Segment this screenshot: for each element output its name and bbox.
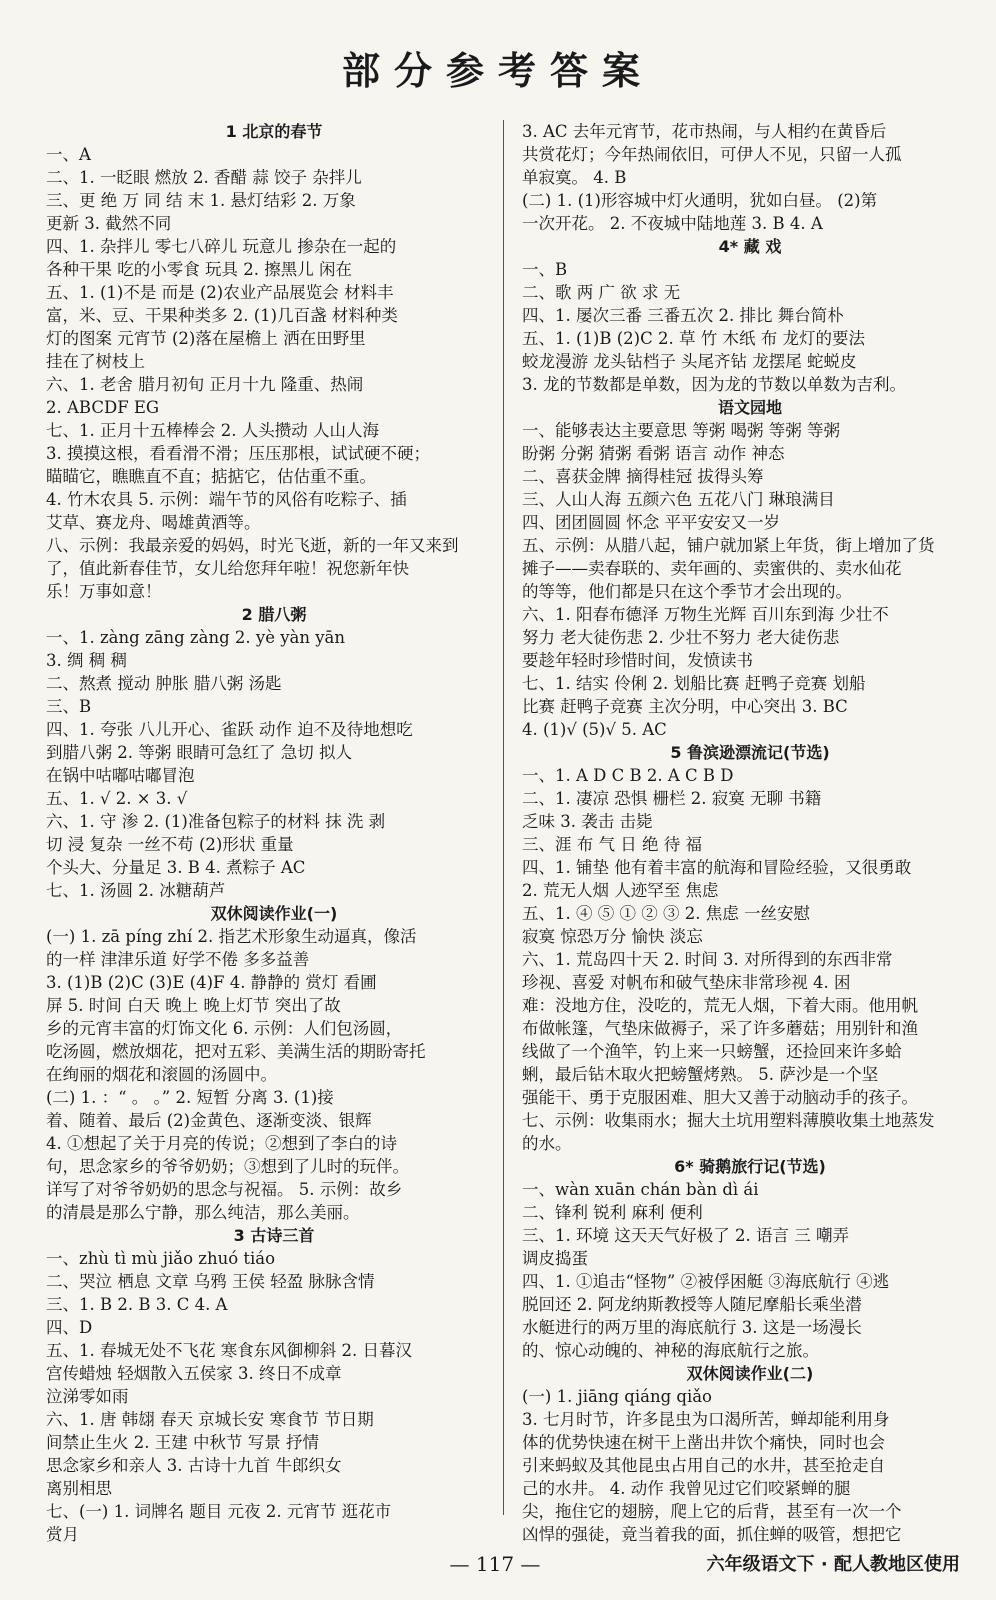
answer-line: 五、1. 春城无处不飞花 寒食东风御柳斜 2. 日暮汉 bbox=[46, 1341, 412, 1360]
answer-line: 蛟龙漫游 龙头钻档子 头尾齐钻 龙摆尾 蛇蜕皮 bbox=[522, 352, 857, 371]
answer-line: 二、歌 两 广 欲 求 无 bbox=[522, 283, 681, 302]
answer-line: 乏味 3. 袭击 击毙 bbox=[522, 812, 653, 831]
answer-line: 的清晨是那么宁静，那么纯洁，那么美丽。 bbox=[46, 1203, 360, 1222]
answer-line: 切 浸 复杂 一丝不苟 (2)形状 重量 bbox=[46, 835, 294, 854]
answer-line: 六、1. 唐 韩翃 春天 京城长安 寒食节 节日期 bbox=[46, 1410, 374, 1429]
answer-line: 二、哭泣 栖息 文章 乌鸦 王侯 轻盈 脉脉含情 bbox=[46, 1272, 375, 1291]
answer-line: 四、1. 屡次三番 三番五次 2. 排比 舞台简朴 bbox=[522, 306, 844, 325]
answer-line: 句，思念家乡的爷爷奶奶；③想到了儿时的玩伴。 bbox=[46, 1157, 409, 1176]
answer-line: 五、1. ④ ⑤ ① ② ③ 2. 焦虑 一丝安慰 bbox=[522, 904, 810, 923]
answer-line: 五、1. (1)B (2)C 2. 草 竹 木纸 布 龙灯的要法 bbox=[522, 329, 865, 348]
answer-line: 一、B bbox=[522, 260, 568, 279]
answer-line: 凶悍的强徒，竟当着我的面，抓住蝉的吸管，想把它 bbox=[522, 1525, 902, 1544]
footer-note: 六年级语文下 · 配人教地区使用 bbox=[706, 1554, 960, 1575]
answer-line: 三、涯 布 气 日 绝 待 福 bbox=[522, 835, 702, 854]
answer-line: 二、喜获金牌 摘得桂冠 拔得头筹 bbox=[522, 467, 764, 486]
answer-line: 四、1. 杂拌儿 零七八碎儿 玩意儿 掺杂在一起的 bbox=[46, 237, 397, 256]
answer-line: 蜊，最后钻木取火把螃蟹烤熟。 5. 萨沙是一个坚 bbox=[522, 1065, 879, 1084]
answer-line: 到腊八粥 2. 等粥 眼睛可急红了 急切 拟人 bbox=[46, 743, 352, 762]
answer-line: 七、1. 结实 伶俐 2. 划船比赛 赶鸭子竞赛 划船 bbox=[522, 674, 866, 693]
answer-line: 七、示例：收集雨水；掘大土坑用塑料薄膜收集土地蒸发 bbox=[522, 1111, 935, 1130]
answer-line: 3. AC 去年元宵节，花市热闹，与人相约在黄昏后 bbox=[522, 122, 887, 141]
answer-line: 的水。 bbox=[522, 1134, 572, 1153]
answer-line: 强能干、勇于克服困难、胆大又善于动脑动手的孩子。 bbox=[522, 1088, 918, 1107]
answer-line: 四、1. ①追击“怪物” ②被俘困艇 ③海底航行 ④逃 bbox=[522, 1272, 890, 1291]
answer-line: 七、(一) 1. 词牌名 题目 元夜 2. 元宵节 逛花市 bbox=[46, 1502, 392, 1521]
answer-line: 四、D bbox=[46, 1318, 93, 1337]
answer-line: 3. (1)B (2)C (3)E (4)F 4. 静静的 赏灯 看圃 bbox=[46, 973, 377, 992]
answer-line: 更新 3. 截然不同 bbox=[46, 214, 172, 233]
answer-line: 五、1. √ 2. × 3. √ bbox=[46, 789, 188, 808]
answer-line: 乡的元宵丰富的灯饰文化 6. 示例：人们包汤圆， bbox=[46, 1019, 403, 1038]
answer-line: 灯的图案 元宵节 (2)落在屋檐上 洒在田野里 bbox=[46, 329, 366, 348]
answer-line: 二、熬煮 搅动 肿胀 腊八粥 汤匙 bbox=[46, 674, 282, 693]
answer-line: 七、1. 汤圆 2. 冰糖葫芦 bbox=[46, 881, 226, 900]
answer-line: 一、1. zàng zāng zàng 2. yè yàn yān bbox=[46, 628, 346, 647]
answer-line: 三、人山人海 五颜六色 五花八门 琳琅满目 bbox=[522, 490, 835, 509]
answer-line: 的等等，他们都是只在这个季节才会出现的。 bbox=[522, 582, 852, 601]
answer-line: 4. ①想起了关于月亮的传说；②想到了李白的诗 bbox=[46, 1134, 397, 1153]
answer-line: (一) 1. zā píng zhí 2. 指艺术形象生动逼真，像活 bbox=[46, 927, 417, 946]
answer-line: 赏月 bbox=[46, 1525, 79, 1544]
answer-line: 尖，拖住它的翅膀，爬上它的后背，甚至有一次一个 bbox=[522, 1502, 902, 1521]
section-heading: 双休阅读作业(二) bbox=[686, 1364, 814, 1383]
answer-line: 一、1. A D C B 2. A C B D bbox=[522, 766, 734, 785]
answer-line: 难：没地方住，没吃的，荒无人烟，下着大雨。他用帆 bbox=[522, 996, 918, 1015]
answer-line: 二、锋利 锐利 麻利 便利 bbox=[522, 1203, 703, 1222]
answer-line: 泣涕零如雨 bbox=[46, 1387, 129, 1406]
answer-line: 五、示例：从腊八起，铺户就加紧上年货，街上增加了货 bbox=[522, 536, 935, 555]
answer-line: 4. 竹木农具 5. 示例：端午节的风俗有吃粽子、插 bbox=[46, 490, 407, 509]
answer-line: 摊子——卖春联的、卖年画的、卖蜜供的、卖水仙花 bbox=[522, 559, 902, 578]
answer-line: 3. 摸摸这根，看看滑不滑；压压那根，试试硬不硬； bbox=[46, 444, 430, 463]
answer-line: 各种干果 吃的小零食 玩具 2. 擦黑儿 闲在 bbox=[46, 260, 352, 279]
answer-line: 3. 龙的节数都是单数，因为龙的节数以单数为吉利。 bbox=[522, 375, 906, 394]
answer-line: 一、wàn xuān chán bàn dì ái bbox=[522, 1180, 759, 1199]
answer-line: 一、能够表达主要意思 等粥 喝粥 等粥 等粥 bbox=[522, 421, 840, 440]
answer-line: 共赏花灯；今年热闹依旧，可伊人不见，只留一人孤 bbox=[522, 145, 902, 164]
answer-line: 线做了一个渔竿，钓上来一只螃蟹，还捡回来许多蛤 bbox=[522, 1042, 902, 1061]
answer-line: 3. 绸 稠 稠 bbox=[46, 651, 127, 670]
answer-line: 4. (1)√ (5)√ 5. AC bbox=[522, 720, 667, 739]
section-heading: 语文园地 bbox=[717, 398, 782, 417]
answer-line: 水艇进行的两万里的海底航行 3. 这是一场漫长 bbox=[522, 1318, 862, 1337]
answer-line: 着、随着、最后 (2)金黄色、逐渐变淡、银辉 bbox=[46, 1111, 372, 1130]
answer-line: 六、1. 阳春布德泽 万物生光辉 百川东到海 少壮不 bbox=[522, 605, 889, 624]
answer-line: 一次开花。 2. 不夜城中陆地莲 3. B 4. A bbox=[522, 214, 823, 233]
answer-line: 四、团团圆圆 怀念 平平安安又一岁 bbox=[522, 513, 780, 532]
section-heading: 1 北京的春节 bbox=[225, 122, 323, 141]
answer-line: 三、1. B 2. B 3. C 4. A bbox=[46, 1295, 228, 1314]
answer-line: 盼粥 分粥 猜粥 看粥 语言 动作 神态 bbox=[522, 444, 785, 463]
left-answer-column bbox=[46, 120, 502, 1546]
answer-line: 三、B bbox=[46, 697, 92, 716]
answer-line: 四、1. 铺垫 他有着丰富的航海和冒险经验，又很勇敢 bbox=[522, 858, 912, 877]
section-heading: 4* 藏 戏 bbox=[718, 237, 782, 256]
answer-line: 二、1. 一眨眼 燃放 2. 香醋 蒜 饺子 杂拌儿 bbox=[46, 168, 362, 187]
answer-line: 布做帐篷，气垫床做褥子，采了许多蘑菇；用别针和渔 bbox=[522, 1019, 918, 1038]
answer-line: 二、1. 凄凉 恐惧 栅栏 2. 寂寞 无聊 书籍 bbox=[522, 789, 822, 808]
answer-line: 己的水井。 4. 动作 我曾见过它们咬紧蝉的腿 bbox=[522, 1479, 851, 1498]
answer-line: (二) 1. ：“ 。 。” 2. 短暂 分离 3. (1)接 bbox=[46, 1088, 334, 1107]
answer-line: 寂寞 惊恐万分 愉快 淡忘 bbox=[522, 927, 703, 946]
section-heading: 6* 骑鹅旅行记(节选) bbox=[674, 1157, 826, 1176]
page-title: 部分参考答案 bbox=[341, 48, 654, 93]
answer-line: 思念家乡和亲人 3. 古诗十九首 牛郎织女 bbox=[46, 1456, 342, 1475]
answer-line: 2. 荒无人烟 人迹罕至 焦虑 bbox=[522, 881, 719, 900]
answer-line: 宫传蜡烛 轻烟散入五侯家 3. 终日不成章 bbox=[46, 1364, 342, 1383]
answer-line: 一、A bbox=[46, 145, 91, 164]
section-heading: 3 古诗三首 bbox=[233, 1226, 315, 1245]
answer-line: 富，米、豆、干果种类多 2. (1)几百盏 材料种类 bbox=[46, 306, 398, 325]
answer-line: 详写了对爷爷奶奶的思念与祝福。 5. 示例：故乡 bbox=[46, 1180, 403, 1199]
answer-line: 体的优势快速在树干上凿出井饮个痛快，同时也会 bbox=[522, 1433, 885, 1452]
answer-line: 调皮捣蛋 bbox=[522, 1249, 588, 1268]
answer-line: (一) 1. jiāng qiáng qiǎo bbox=[522, 1387, 712, 1406]
answer-line: 屏 5. 时间 白天 晚上 晚上灯节 突出了故 bbox=[46, 996, 341, 1015]
answer-line: 一、zhù tì mù jiǎo zhuó tiáo bbox=[46, 1249, 276, 1268]
answer-line: 在锅中咕嘟咕嘟冒泡 bbox=[46, 766, 195, 785]
section-heading: 2 腊八粥 bbox=[241, 605, 307, 624]
answer-line: 引来蚂蚁及其他昆虫占用自己的水井，甚至抢走自 bbox=[522, 1456, 885, 1475]
answer-line: 八、示例：我最亲爱的妈妈，时光飞逝，新的一年又来到 bbox=[46, 536, 459, 555]
answer-line: 六、1. 荒岛四十天 2. 时间 3. 对所得到的东西非常 bbox=[522, 950, 893, 969]
answer-line: 艾草、赛龙舟、喝雄黄酒等。 bbox=[46, 513, 261, 532]
answer-line: 三、1. 环境 这天天气好极了 2. 语言 三 嘲弄 bbox=[522, 1226, 849, 1245]
answer-line: 单寂寞。 4. B bbox=[522, 168, 627, 187]
answer-line: 乐！万事如意！ bbox=[46, 582, 162, 601]
answer-line: 脱回还 2. 阿龙纳斯教授等人随尼摩船长乘坐潜 bbox=[522, 1295, 862, 1314]
answer-line: 三、更 绝 万 同 结 末 1. 悬灯结彩 2. 万象 bbox=[46, 191, 356, 210]
answer-line: 的、惊心动魄的、神秘的海底航行之旅。 bbox=[522, 1341, 819, 1360]
answer-line: 间禁止生火 2. 王建 中秋节 写景 抒情 bbox=[46, 1433, 319, 1452]
answer-line: 的一样 津津乐道 好学不倦 多多益善 bbox=[46, 950, 310, 969]
page-number: — 117 — bbox=[449, 1552, 541, 1576]
answer-line: 六、1. 守 渗 2. (1)准备包粽子的材料 抹 洗 剥 bbox=[46, 812, 386, 831]
section-heading: 双休阅读作业(一) bbox=[210, 904, 338, 923]
answer-line: 吃汤圆，燃放烟花，把对五彩、美满生活的期盼寄托 bbox=[46, 1042, 426, 1061]
column-divider bbox=[503, 120, 504, 1515]
answer-line: 五、1. (1)不是 而是 (2)农业产品展览会 材料丰 bbox=[46, 283, 394, 302]
answer-line: 了，值此新春佳节，女儿给您拜年啦！祝您新年快 bbox=[46, 559, 409, 578]
answer-line: 3. 七月时节，许多昆虫为口渴所苦，蝉却能利用身 bbox=[522, 1410, 890, 1429]
answer-line: 个头大、分量足 3. B 4. 煮粽子 AC bbox=[46, 858, 306, 877]
answer-line: 七、1. 正月十五棒棒会 2. 人头攒动 人山人海 bbox=[46, 421, 379, 440]
answer-line: 挂在了树枝上 bbox=[46, 352, 145, 371]
answer-line: 瞄瞄它，瞧瞧直不直；掂掂它，估估重不重。 bbox=[46, 467, 376, 486]
answer-line: (二) 1. (1)形容城中灯火通明，犹如白昼。 (2)第 bbox=[522, 191, 878, 210]
answer-line: 珍视、喜爱 对帆布和破气垫床非常珍视 4. 困 bbox=[522, 973, 851, 992]
answer-line: 要趁年轻时珍惜时间，发愤读书 bbox=[522, 651, 753, 670]
answer-line: 2. ABCDF EG bbox=[46, 398, 160, 417]
answer-line: 六、1. 老舍 腊月初旬 正月十九 隆重、热闹 bbox=[46, 375, 364, 394]
right-answer-column bbox=[522, 120, 978, 1546]
section-heading: 5 鲁滨逊漂流记(节选) bbox=[670, 743, 830, 762]
answer-line: 离别相思 bbox=[46, 1479, 112, 1498]
answer-line: 四、1. 夸张 八儿开心、雀跃 动作 迫不及待地想吃 bbox=[46, 720, 413, 739]
answer-line: 比赛 赶鸭子竞赛 主次分明，中心突出 3. BC bbox=[522, 697, 848, 716]
answer-line: 在绚丽的烟花和滚圆的汤圆中。 bbox=[46, 1065, 277, 1084]
answer-line: 努力 老大徒伤悲 2. 少壮不努力 老大徒伤悲 bbox=[522, 628, 840, 647]
